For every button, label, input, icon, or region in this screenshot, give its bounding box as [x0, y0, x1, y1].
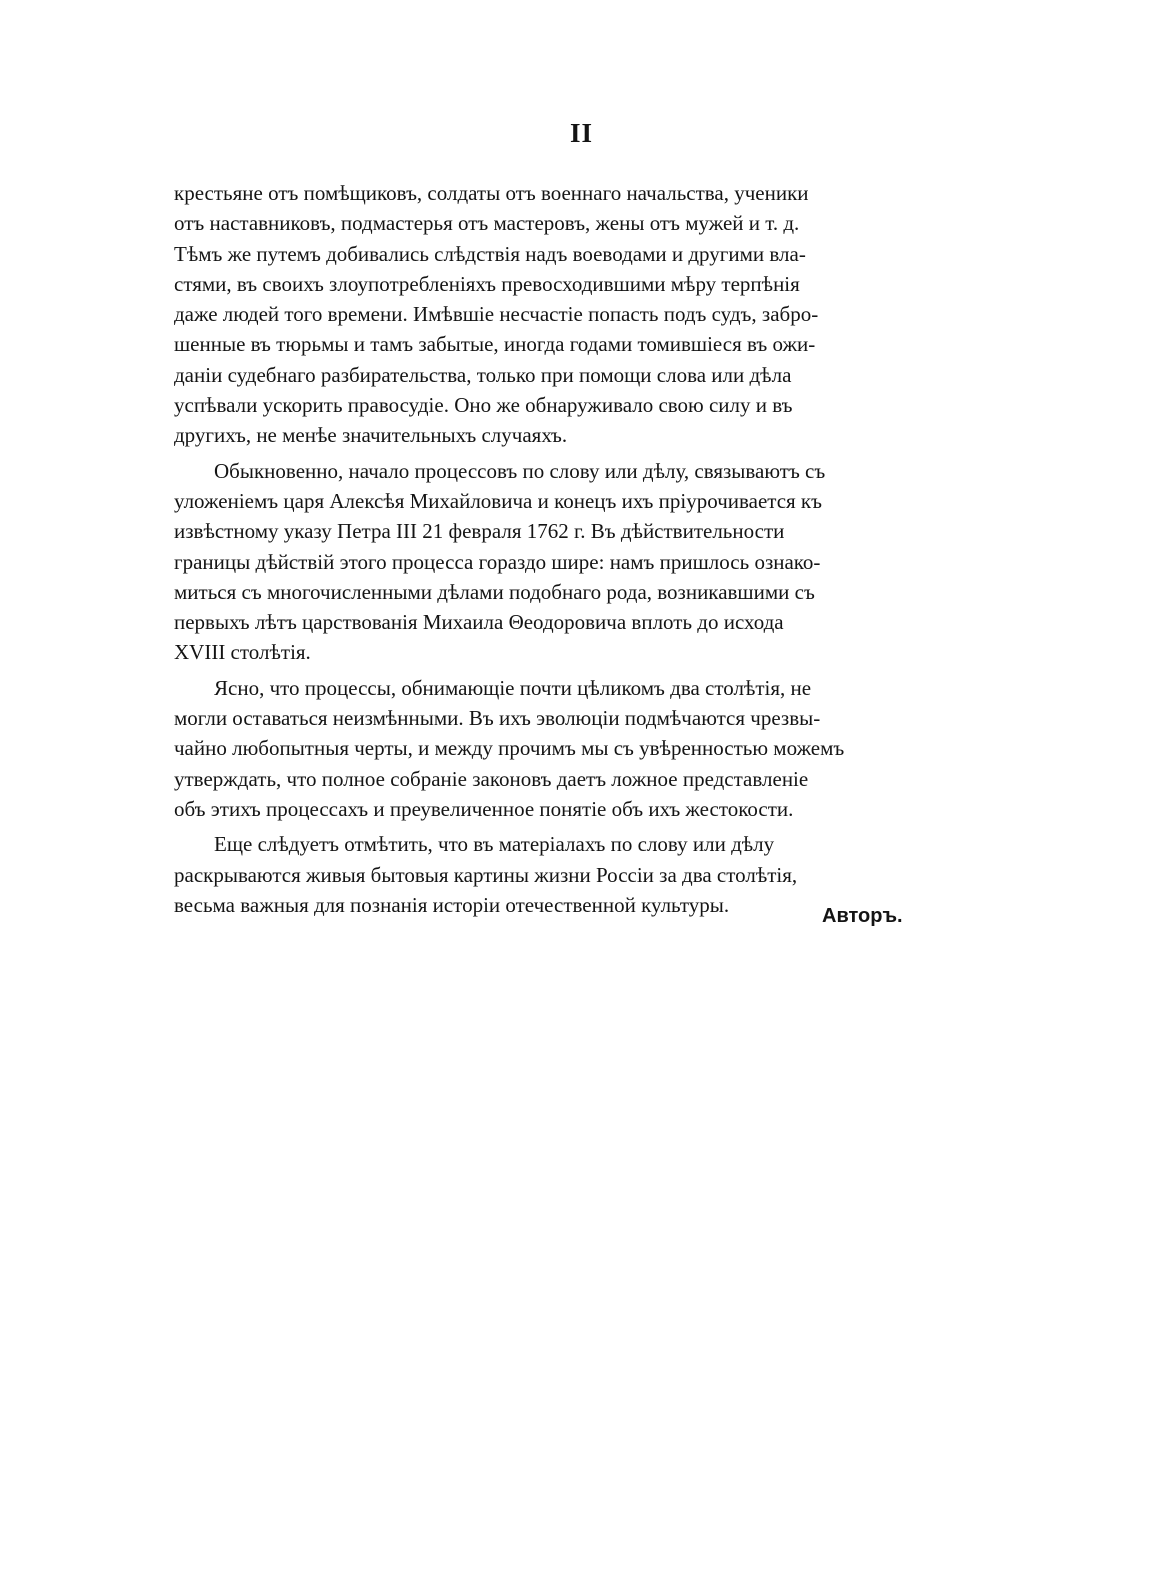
text-line: границы дѣйствій этого процесса гораздо шире: намъ пришлось ознако- — [174, 549, 821, 574]
page-number: II — [569, 118, 593, 148]
text-line: даніи судебнаго разбирательства, только при помощи слова или дѣла — [174, 362, 792, 387]
text-line: даже людей того времени. Имѣвшіе несчастіе попасть подъ судъ, забро- — [174, 302, 819, 327]
paragraph-1 — [174, 178, 934, 451]
paragraph-3 — [174, 673, 934, 824]
paragraph-2 — [174, 456, 934, 668]
author-signature: Авторъ. — [822, 905, 903, 927]
paragraph-4 — [174, 829, 934, 920]
text-line: другихъ, не менѣе значительныхъ случаяхъ. — [174, 423, 568, 448]
text-line: Тѣмъ же путемъ добивались слѣдствія надъ воеводами и другими вла- — [174, 241, 806, 266]
text-line: XVIII столѣтія. — [174, 640, 311, 665]
text-line: раскрываются живыя бытовыя картины жизни Россіи за два столѣтія, — [174, 862, 798, 887]
text-line: извѣстному указу Петра III 21 февраля 1762 г. Въ дѣйствительности — [174, 519, 785, 544]
text-line: успѣвали ускорить правосудіе. Оно же обнаруживало свою силу и въ — [174, 393, 793, 418]
text-line: Еще слѣдуетъ отмѣтить, что въ матеріалахъ по слову или дѣлу — [214, 832, 775, 857]
text-line: утверждать, что полное собраніе законовъ даетъ ложное представленіе — [174, 766, 809, 791]
text-line: миться съ многочисленными дѣлами подобнаго рода, возникавшими съ — [174, 579, 815, 604]
text-line: крестьяне отъ помѣщиковъ, солдаты отъ военнаго начальства, ученики — [174, 181, 809, 205]
text-line: стями, въ своихъ злоупотребленіяхъ превосходившими мѣру терпѣнія — [174, 271, 800, 296]
text-line: Ясно, что процессы, обнимающіе почти цѣликомъ два столѣтія, не — [214, 675, 812, 700]
text-line: шенные въ тюрьмы и тамъ забытые, иногда годами томившіеся въ ожи- — [174, 332, 816, 357]
text-line: отъ наставниковъ, подмастерья отъ мастеровъ, жены отъ мужей и т. д. — [174, 211, 800, 236]
text-line: чайно любопытныя черты, и между прочимъ мы съ увѣренностью можемъ — [174, 736, 845, 761]
text-line: первыхъ лѣтъ царствованія Михаила Θеодоровича вплоть до исхода — [174, 610, 784, 635]
text-line: объ этихъ процессахъ и преувеличенное понятіе объ ихъ жестокости. — [174, 796, 794, 821]
body-text — [174, 178, 934, 920]
text-line: Обыкновенно, начало процессовъ по слову или дѣлу, связываютъ съ — [214, 458, 826, 483]
text-line: уложеніемъ царя Алексѣя Михайловича и конецъ ихъ пріурочивается къ — [174, 488, 822, 513]
text-line: весьма важныя для познанія исторіи отечественной культуры. — [174, 892, 730, 917]
text-line: могли оставаться неизмѣнными. Въ ихъ эволюціи подмѣчаются чрезвы- — [174, 706, 821, 731]
